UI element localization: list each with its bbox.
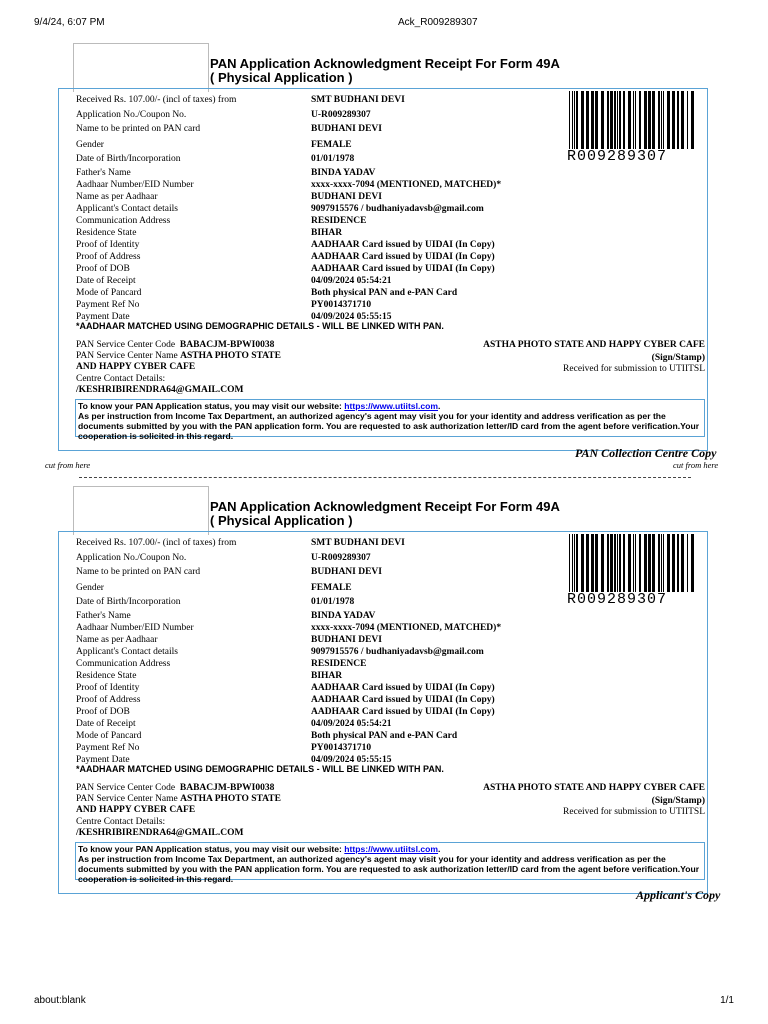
detail-value: 01/01/1978 [311,597,355,607]
detail-label: Application No./Coupon No. [76,110,187,120]
detail-value: PY0014371710 [311,300,372,310]
barcode-bar [623,91,625,149]
centre-contact-label: Centre Contact Details: [76,374,166,384]
barcode-bar [591,534,594,592]
detail-value: BUDHANI DEVI [311,124,382,134]
detail-value: Both physical PAN and e-PAN Card [311,288,458,298]
detail-label: Aadhaar Number/EID Number [76,623,194,633]
barcode-bar [644,91,647,149]
barcode-bar [572,534,573,592]
detail-value: 04/09/2024 05:54:21 [311,719,392,729]
detail-label: Gender [76,583,104,593]
barcode-bar [591,91,594,149]
barcode-bar [661,534,662,592]
stamp-name: ASTHA PHOTO STATE AND HAPPY CYBER CAFE [483,340,705,350]
detail-value: Both physical PAN and e-PAN Card [311,731,458,741]
stamp-name: ASTHA PHOTO STATE AND HAPPY CYBER CAFE [483,783,705,793]
detail-label: Applicant's Contact details [76,204,178,214]
detail-label: Residence State [76,671,137,681]
print-header [0,17,768,31]
receipt-title-line1: PAN Application Acknowledgment Receipt For Form 49A [210,56,560,71]
receipt-title-line2: ( Physical Application ) [210,70,353,85]
detail-label: Residence State [76,228,137,238]
detail-label: Applicant's Contact details [76,647,178,657]
barcode-bar [635,91,636,149]
service-center-name-label: PAN Service Center Name [76,351,178,361]
detail-value: 9097915576 / budhaniyadavsb@gmail.com [311,647,484,657]
info-status-period: . [438,401,441,411]
barcode-bar [681,91,684,149]
receipt-title-line2: ( Physical Application ) [210,513,353,528]
barcode-bar [614,91,616,149]
barcode-bar [639,91,641,149]
detail-label: Received Rs. 107.00/- (incl of taxes) from [76,538,237,548]
detail-value: BUDHANI DEVI [311,567,382,577]
barcode-bar [576,91,578,149]
detail-value: AADHAAR Card issued by UIDAI (In Copy) [311,695,495,705]
barcode-bar [586,534,589,592]
detail-label: Payment Ref No [76,743,140,753]
barcode-bar [569,91,570,149]
detail-label: Date of Birth/Incorporation [76,597,181,607]
detail-value: FEMALE [311,583,352,593]
barcode-bar [610,91,613,149]
detail-value: SMT BUDHANI DEVI [311,538,405,548]
detail-label: Application No./Coupon No. [76,553,187,563]
cut-line [79,477,691,478]
barcode-bar [574,534,575,592]
receipt-title [210,500,560,528]
service-center-code-label: PAN Service Center Code [76,340,176,350]
detail-value: 04/09/2024 05:55:15 [311,755,392,765]
barcode-bar [635,534,636,592]
detail-label: Date of Receipt [76,719,136,729]
barcode-bar [601,91,604,149]
info-box [75,399,705,441]
detail-value: U-R009289307 [311,110,371,120]
barcode-bar [663,534,664,592]
service-center-name-value: ASTHA PHOTO STATE [180,794,281,804]
detail-value: AADHAAR Card issued by UIDAI (In Copy) [311,707,495,717]
detail-value: xxxx-xxxx-7094 (MENTIONED, MATCHED)* [311,180,502,190]
barcode-bar [677,91,679,149]
detail-value: RESIDENCE [311,216,367,226]
service-center-code-value: BABACJM-BPWI0038 [179,783,275,793]
detail-value: RESIDENCE [311,659,367,669]
service-center-code [76,783,274,794]
detail-label: Proof of Address [76,252,141,262]
detail-label: Aadhaar Number/EID Number [76,180,194,190]
barcode-bar [658,534,660,592]
received-for-submission: Received for submission to UTIITSL [563,364,705,374]
cut-here-right: cut from here [673,460,719,470]
aadhaar-note: *AADHAAR MATCHED USING DEMOGRAPHIC DETAILS - WILL BE LINKED WITH PAN. [76,764,444,774]
detail-label: Mode of Pancard [76,731,142,741]
detail-value: xxxx-xxxx-7094 (MENTIONED, MATCHED)* [311,623,502,633]
centre-contact-value: /KESHRIBIRENDRA64@GMAIL.COM [76,385,244,395]
detail-value: BUDHANI DEVI [311,635,382,645]
detail-label: Name as per Aadhaar [76,192,158,202]
barcode [569,91,695,149]
info-verification-text: As per instruction from Income Tax Department, an authorized agency's agent may visit you for your identity and address verification as per the documents submitted by you with the PAN application form. You are requested to ask authorization letter/ID card from the agent before verification.Your cooperation is solicited in this regard. [78,411,700,441]
detail-label: Father's Name [76,611,131,621]
barcode-bar [652,534,655,592]
detail-value: 04/09/2024 05:54:21 [311,276,392,286]
print-page-count: 1/1 [720,995,734,1006]
barcode [569,534,695,592]
service-center-code-label: PAN Service Center Code [76,783,176,793]
detail-value: BIHAR [311,228,343,238]
detail-value: U-R009289307 [311,553,371,563]
barcode-bar [667,91,670,149]
detail-label: Name to be printed on PAN card [76,567,201,577]
barcode-bar [633,534,634,592]
receipt-title [210,57,560,85]
utiitsl-link[interactable]: https://www.utiitsl.com [344,844,439,854]
barcode-bar [691,91,694,149]
service-center-name-value: ASTHA PHOTO STATE [180,351,281,361]
detail-value: BUDHANI DEVI [311,192,382,202]
barcode-bar [576,534,578,592]
info-status-period: . [438,844,441,854]
barcode-bar [617,91,618,149]
detail-label: Payment Date [76,312,130,322]
detail-value: FEMALE [311,140,352,150]
barcode-number: R009289307 [567,148,668,165]
barcode-number: R009289307 [567,591,668,608]
barcode-bar [644,534,647,592]
barcode-bar [658,91,660,149]
detail-label: Father's Name [76,168,131,178]
receipt-collection-centre-copy [0,43,768,463]
info-box [75,842,705,884]
centre-contact-label: Centre Contact Details: [76,817,166,827]
barcode-bar [691,534,694,592]
barcode-bar [639,534,641,592]
sign-stamp: (Sign/Stamp) [651,796,705,806]
barcode-bar [687,534,688,592]
service-center-name-value-2: AND HAPPY CYBER CAFE [76,362,196,372]
barcode-bar [677,534,679,592]
detail-value: AADHAAR Card issued by UIDAI (In Copy) [311,240,495,250]
copy-label-applicant: Applicant's Copy [636,888,721,902]
detail-label: Gender [76,140,104,150]
utiitsl-link[interactable]: https://www.utiitsl.com [344,401,439,411]
aadhaar-note: *AADHAAR MATCHED USING DEMOGRAPHIC DETAILS - WILL BE LINKED WITH PAN. [76,321,444,331]
detail-label: Communication Address [76,216,171,226]
detail-label: Proof of DOB [76,707,130,717]
barcode-bar [633,91,634,149]
barcode-bar [574,91,575,149]
service-center-code [76,340,274,351]
detail-label: Date of Birth/Incorporation [76,154,181,164]
detail-value: BIHAR [311,671,343,681]
detail-label: Payment Ref No [76,300,140,310]
detail-value: BINDA YADAV [311,168,376,178]
photo-box [73,486,209,535]
detail-label: Proof of Identity [76,683,140,693]
detail-value: 01/01/1978 [311,154,355,164]
barcode-bar [601,534,604,592]
service-center-code-value: BABACJM-BPWI0038 [179,340,275,350]
detail-value: SMT BUDHANI DEVI [311,95,405,105]
detail-label: Proof of Identity [76,240,140,250]
barcode-bar [623,534,625,592]
print-datetime: 9/4/24, 6:07 PM [34,17,105,28]
detail-label: Mode of Pancard [76,288,142,298]
barcode-bar [672,534,675,592]
info-verification-text: As per instruction from Income Tax Department, an authorized agency's agent may visit you for your identity and address verification as per the documents submitted by you with the PAN application form. You are requested to ask authorization letter/ID card from the agent before verification.Your cooperation is solicited in this regard. [78,854,700,884]
cut-here-left: cut from here [45,460,91,470]
barcode-bar [648,534,651,592]
service-center-name-label: PAN Service Center Name [76,794,178,804]
detail-value: AADHAAR Card issued by UIDAI (In Copy) [311,683,495,693]
service-center-name [76,794,281,805]
barcode-bar [607,534,609,592]
barcode-bar [607,91,609,149]
barcode-bar [652,91,655,149]
info-status-text: To know your PAN Application status, you may visit our website: [78,401,345,411]
barcode-bar [572,91,573,149]
detail-value: 9097915576 / budhaniyadavsb@gmail.com [311,204,484,214]
barcode-bar [628,91,631,149]
print-footer [0,995,768,1009]
detail-label: Proof of DOB [76,264,130,274]
barcode-bar [681,534,684,592]
receipt-title-line1: PAN Application Acknowledgment Receipt For Form 49A [210,499,560,514]
barcode-bar [581,91,584,149]
service-center-name [76,351,281,362]
barcode-bar [614,534,616,592]
detail-label: Received Rs. 107.00/- (incl of taxes) from [76,95,237,105]
detail-value: BINDA YADAV [311,611,376,621]
service-center-name-value-2: AND HAPPY CYBER CAFE [76,805,196,815]
print-doc-title: Ack_R009289307 [398,17,478,28]
info-status-text: To know your PAN Application status, you may visit our website: [78,844,345,854]
receipt-applicant-copy [0,486,768,906]
barcode-bar [648,91,651,149]
barcode-bar [619,91,621,149]
barcode-bar [667,534,670,592]
barcode-bar [595,91,598,149]
barcode-bar [569,534,570,592]
barcode-bar [663,91,664,149]
barcode-bar [581,534,584,592]
barcode-bar [687,91,688,149]
photo-box [73,43,209,92]
detail-label: Name to be printed on PAN card [76,124,201,134]
barcode-bar [619,534,621,592]
barcode-bar [628,534,631,592]
detail-value: AADHAAR Card issued by UIDAI (In Copy) [311,252,495,262]
detail-value: AADHAAR Card issued by UIDAI (In Copy) [311,264,495,274]
barcode-bar [617,534,618,592]
sign-stamp: (Sign/Stamp) [651,353,705,363]
barcode-bar [586,91,589,149]
barcode-bar [672,91,675,149]
barcode-bar [661,91,662,149]
detail-label: Proof of Address [76,695,141,705]
detail-label: Communication Address [76,659,171,669]
detail-label: Name as per Aadhaar [76,635,158,645]
detail-label: Date of Receipt [76,276,136,286]
barcode-bar [595,534,598,592]
centre-contact-value: /KESHRIBIRENDRA64@GMAIL.COM [76,828,244,838]
received-for-submission: Received for submission to UTIITSL [563,807,705,817]
detail-label: Payment Date [76,755,130,765]
detail-value: PY0014371710 [311,743,372,753]
barcode-bar [610,534,613,592]
detail-value: 04/09/2024 05:55:15 [311,312,392,322]
print-url: about:blank [34,995,86,1006]
copy-label-collection-centre: PAN Collection Centre Copy [575,446,717,460]
